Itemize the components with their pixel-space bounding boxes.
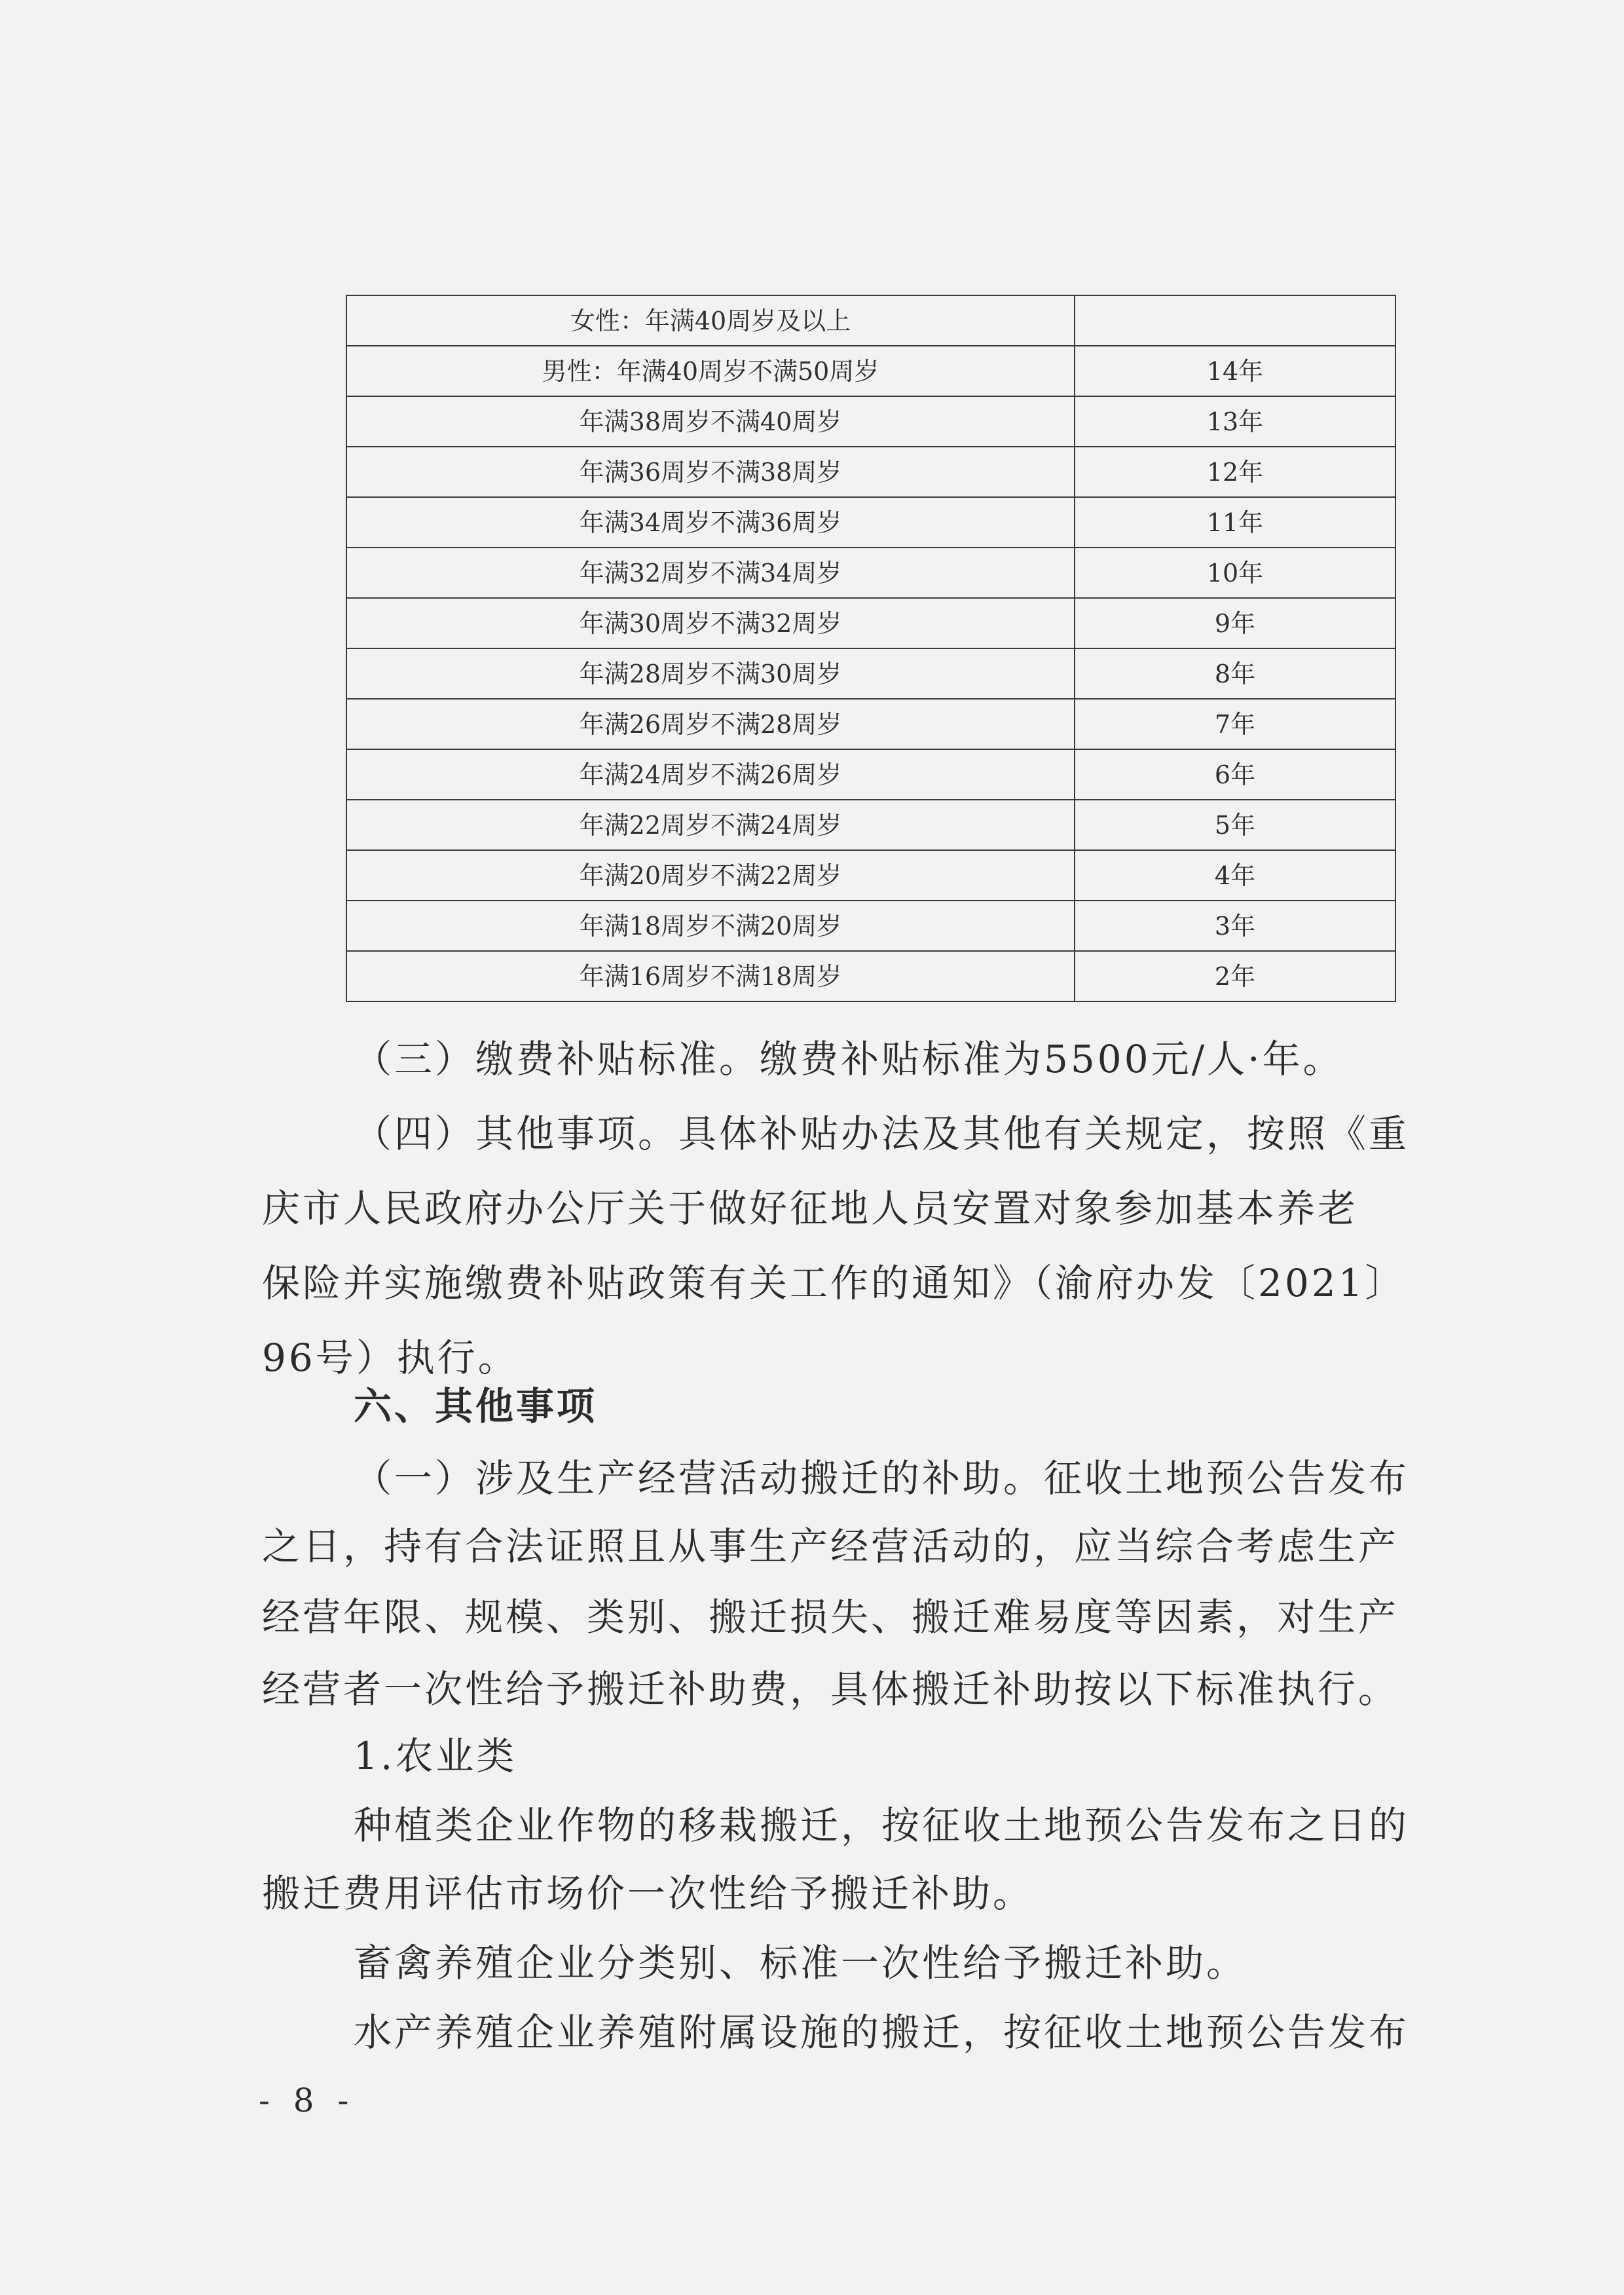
table-cell-years: 8年 xyxy=(1075,648,1395,699)
table-row xyxy=(346,749,1395,800)
table-row xyxy=(346,850,1395,901)
table-row xyxy=(346,598,1395,648)
table-cell-age: 年满34周岁不满36周岁 xyxy=(346,497,1075,548)
table-cell-age: 年满38周岁不满40周岁 xyxy=(346,396,1075,447)
table-row xyxy=(346,951,1395,1001)
table-cell-age: 年满16周岁不满18周岁 xyxy=(346,951,1075,1001)
table-cell-age: 年满36周岁不满38周岁 xyxy=(346,447,1075,497)
page-number: - 8 - xyxy=(259,2081,356,2119)
paragraph-livestock: 畜禽养殖企业分类别、标准一次性给予搬迁补助。 xyxy=(354,1941,1247,1985)
table-cell-years: 7年 xyxy=(1075,699,1395,749)
table-row xyxy=(346,800,1395,850)
paragraph-line: 之日，持有合法证照且从事生产经营活动的，应当综合考虑生产 xyxy=(262,1524,1399,1569)
paragraph-aquaculture: 水产养殖企业养殖附属设施的搬迁，按征收土地预公告发布 xyxy=(354,2010,1410,2055)
paragraph-line: 经营年限、规模、类别、搬迁损失、搬迁难易度等因素，对生产 xyxy=(262,1595,1399,1639)
table-row xyxy=(346,548,1395,598)
table-cell-age: 年满30周岁不满32周岁 xyxy=(346,598,1075,648)
table-cell-age: 年满32周岁不满34周岁 xyxy=(346,548,1075,598)
table-cell-years: 11年 xyxy=(1075,497,1395,548)
paragraph-planting: 种植类企业作物的移栽搬迁，按征收土地预公告发布之日的 xyxy=(354,1803,1410,1848)
paragraph-line: 保险并实施缴费补贴政策有关工作的通知》（渝府办发〔2021〕 xyxy=(262,1261,1406,1305)
section-heading: 六、其他事项 xyxy=(354,1384,598,1428)
paragraph-line: 庆市人民政府办公厅关于做好征地人员安置对象参加基本养老 xyxy=(262,1186,1359,1231)
table-row xyxy=(346,901,1395,951)
table-cell-years: 10年 xyxy=(1075,548,1395,598)
table-cell-years xyxy=(1075,295,1395,346)
table-cell-age: 年满24周岁不满26周岁 xyxy=(346,749,1075,800)
table-cell-age: 年满26周岁不满28周岁 xyxy=(346,699,1075,749)
table-cell-age: 年满28周岁不满30周岁 xyxy=(346,648,1075,699)
table-cell-age: 年满18周岁不满20周岁 xyxy=(346,901,1075,951)
table-cell-years: 4年 xyxy=(1075,850,1395,901)
table-cell-years: 9年 xyxy=(1075,598,1395,648)
table-cell-years: 14年 xyxy=(1075,346,1395,396)
table-row xyxy=(346,346,1395,396)
age-subsidy-table xyxy=(346,295,1396,1002)
table-row xyxy=(346,497,1395,548)
table-cell-years: 5年 xyxy=(1075,800,1395,850)
paragraph-other-matters: （四）其他事项。具体补贴办法及其他有关规定，按照《重 xyxy=(354,1111,1410,1156)
table-cell-years: 12年 xyxy=(1075,447,1395,497)
subheading-agriculture: 1.农业类 xyxy=(354,1734,517,1778)
table-cell-age: 男性：年满40周岁不满50周岁 xyxy=(346,346,1075,396)
table-cell-age: 年满22周岁不满24周岁 xyxy=(346,800,1075,850)
table-cell-years: 6年 xyxy=(1075,749,1395,800)
paragraph-relocation-subsidy: （一）涉及生产经营活动搬迁的补助。征收土地预公告发布 xyxy=(354,1456,1410,1501)
table-cell-age: 女性：年满40周岁及以上 xyxy=(346,295,1075,346)
table-row xyxy=(346,396,1395,447)
table-row xyxy=(346,648,1395,699)
table-cell-age: 年满20周岁不满22周岁 xyxy=(346,850,1075,901)
table-cell-years: 2年 xyxy=(1075,951,1395,1001)
table-cell-years: 13年 xyxy=(1075,396,1395,447)
table-cell-years: 3年 xyxy=(1075,901,1395,951)
paragraph-line: 搬迁费用评估市场价一次性给予搬迁补助。 xyxy=(262,1871,1034,1916)
table-row xyxy=(346,295,1395,346)
paragraph-contribution-standard: （三）缴费补贴标准。缴费补贴标准为5500元/人·年。 xyxy=(354,1037,1344,1081)
paragraph-line: 96号）执行。 xyxy=(262,1335,519,1380)
table-row xyxy=(346,447,1395,497)
paragraph-line: 经营者一次性给予搬迁补助费，具体搬迁补助按以下标准执行。 xyxy=(262,1667,1399,1711)
table-row xyxy=(346,699,1395,749)
